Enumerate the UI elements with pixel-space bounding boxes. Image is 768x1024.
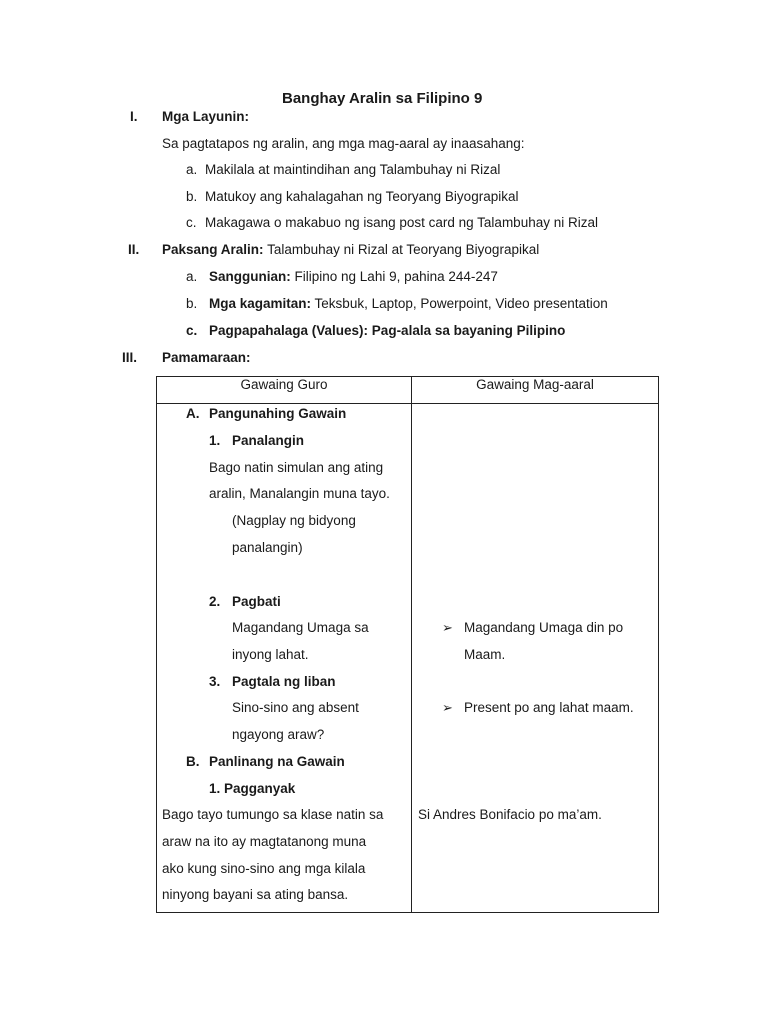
text-line: (Nagplay ng bidyong — [232, 513, 356, 528]
arrow-bullet-icon: ➢ — [442, 620, 453, 635]
list-marker: b. — [186, 296, 198, 311]
text-line: Bago tayo tumungo sa klase natin sa — [162, 807, 384, 822]
text-line: panalangin) — [232, 540, 303, 555]
activity-heading: Panlinang na Gawain — [209, 754, 345, 769]
item-text: Teksbuk, Laptop, Powerpoint, Video presentation — [314, 296, 608, 311]
activity-subheading: Panalangin — [232, 433, 305, 448]
text-line: araw na ito ay magtatanong muna — [162, 834, 367, 849]
table-header-teacher: Gawaing Guro — [157, 377, 412, 404]
list-item: Makilala at maintindihan ang Talambuhay ni Rizal — [205, 162, 501, 177]
section-number: I. — [130, 109, 138, 124]
response-line: Magandang Umaga din po — [464, 620, 624, 635]
text-line: ninyong bayani sa ating bansa. — [162, 887, 349, 902]
section-number: III. — [122, 350, 138, 365]
student-content — [412, 404, 658, 912]
arrow-bullet-icon: ➢ — [442, 700, 453, 715]
list-marker: c. — [186, 323, 198, 338]
table-row — [157, 404, 659, 913]
activity-heading: Pangunahing Gawain — [209, 406, 347, 421]
section-label: Paksang Aralin: — [162, 242, 264, 257]
response-line: Si Andres Bonifacio po ma’am. — [418, 807, 602, 822]
list-marker: a. — [186, 269, 198, 284]
response-line: Maam. — [464, 647, 506, 662]
response-line: Present po ang lahat maam. — [464, 700, 634, 715]
teacher-content — [157, 404, 411, 912]
text-line: Magandang Umaga sa — [232, 620, 369, 635]
item-text: Filipino ng Lahi 9, pahina 244-247 — [294, 269, 498, 284]
section-intro: Sa pagtatapos ng aralin, ang mga mag-aaral ay inaasahang: — [162, 136, 525, 151]
activity-subheading: 1. Pagganyak — [209, 781, 296, 796]
text-line: inyong lahat. — [232, 647, 309, 662]
list-item — [209, 295, 608, 313]
text-line: ako kung sino-sino ang mga kilala — [162, 861, 366, 876]
text-line: Bago natin simulan ang ating — [209, 460, 384, 475]
item-label: Mga kagamitan: — [209, 296, 312, 311]
section-label: Mga Layunin: — [162, 109, 249, 124]
list-item: Makagawa o makabuo ng isang post card ng Talambuhay ni Rizal — [205, 215, 598, 230]
teacher-cell — [157, 404, 412, 913]
list-item: Pagpapahalaga (Values): Pag-alala sa bayaning Pilipino — [209, 323, 566, 338]
list-item — [209, 268, 498, 286]
list-marker: c. — [186, 215, 197, 230]
list-marker: 3. — [209, 674, 221, 689]
text-line: Sino-sino ang absent — [232, 700, 359, 715]
section-label: Pamamaraan: — [162, 350, 251, 365]
activity-subheading: Pagbati — [232, 594, 281, 609]
student-cell — [412, 404, 659, 913]
list-marker: 1. — [209, 433, 221, 448]
section-value: Talambuhay ni Rizal at Teoryang Biyograpikal — [267, 242, 540, 257]
activity-subheading: Pagtala ng liban — [232, 674, 336, 689]
list-item: Matukoy ang kahalagahan ng Teoryang Biyograpikal — [205, 189, 519, 204]
procedure-table — [156, 376, 659, 913]
text-line: aralin, Manalangin muna tayo. — [209, 486, 390, 501]
section-number: II. — [128, 242, 140, 257]
text-line: ngayong araw? — [232, 727, 325, 742]
list-marker: B. — [186, 754, 200, 769]
table-header-row — [157, 377, 659, 404]
section-line — [162, 241, 539, 259]
page-title: Banghay Aralin sa Filipino 9 — [282, 90, 483, 107]
item-label: Sanggunian: — [209, 269, 291, 284]
list-marker: 2. — [209, 594, 221, 609]
table-header-student: Gawaing Mag-aaral — [412, 377, 659, 404]
list-marker: b. — [186, 189, 198, 204]
list-marker: A. — [186, 406, 200, 421]
list-marker: a. — [186, 162, 198, 177]
